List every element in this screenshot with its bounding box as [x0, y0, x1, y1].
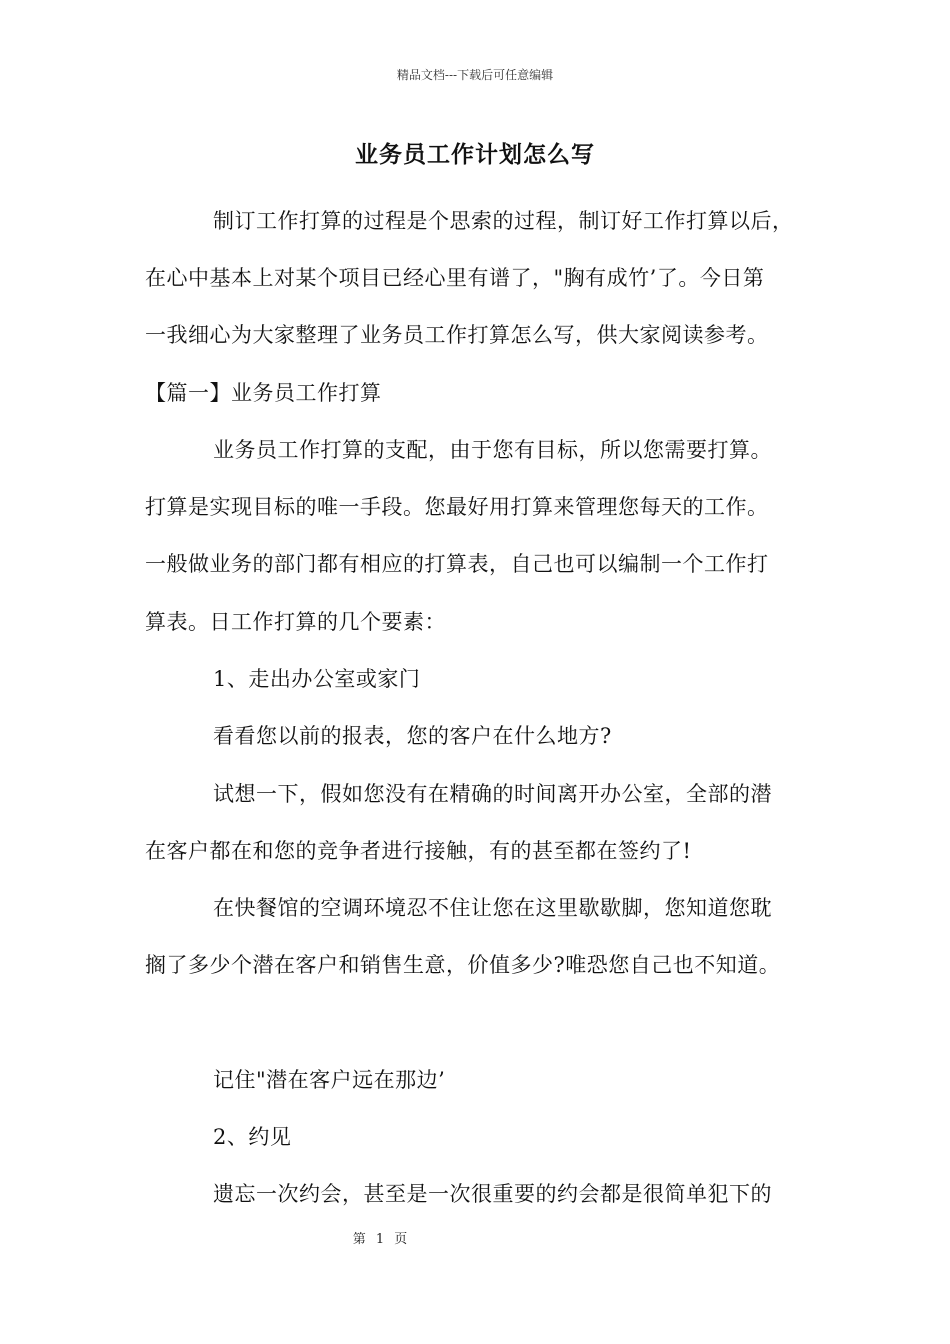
body-line: 一般做业务的部门都有相应的打算表，自己也可以编制一个工作打: [145, 552, 769, 576]
body-line: 记住"潜在客户远在那边’: [213, 1068, 446, 1092]
document-title: 业务员工作计划怎么写: [355, 141, 595, 168]
body-line: 算表。日工作打算的几个要素：: [145, 610, 446, 634]
section-heading: 【篇一】业务员工作打算: [145, 381, 382, 405]
body-line: 遗忘一次约会，甚至是一次很重要的约会都是很简单犯下的: [213, 1182, 772, 1206]
body-line: 打算是实现目标的唯一手段。您最好用打算来管理您每天的工作。: [145, 495, 769, 519]
list-item-heading: 2、约见: [213, 1125, 292, 1149]
page-number: 1: [375, 1232, 385, 1247]
footer-suffix: 页: [394, 1232, 408, 1247]
body-line: 在快餐馆的空调环境忍不住让您在这里歇歇脚，您知道您耽: [213, 896, 772, 920]
list-item-heading: 1、走出办公室或家门: [213, 667, 421, 691]
header-note: 精品文档---下载后可任意编辑: [396, 68, 554, 82]
body-line: 制订工作打算的过程是个思索的过程，制订好工作打算以后，: [213, 209, 794, 233]
body-line: 搁了多少个潜在客户和销售生意，价值多少?唯恐您自己也不知道。: [145, 953, 781, 977]
body-line: 在客户都在和您的竞争者进行接触，有的甚至都在签约了!: [145, 839, 692, 863]
page-footer: [0, 1228, 760, 1247]
body-line: 看看您以前的报表，您的客户在什么地方?: [213, 724, 612, 748]
footer-prefix: 第: [352, 1232, 366, 1247]
body-line: 在心中基本上对某个项目已经心里有谱了，"胸有成竹’了。今日第: [145, 266, 765, 290]
body-line: 一我细心为大家整理了业务员工作打算怎么写，供大家阅读参考。: [145, 323, 769, 347]
body-line: 业务员工作打算的支配，由于您有目标，所以您需要打算。: [213, 438, 772, 462]
body-line: 试想一下，假如您没有在精确的时间离开办公室，全部的潜: [213, 782, 772, 806]
